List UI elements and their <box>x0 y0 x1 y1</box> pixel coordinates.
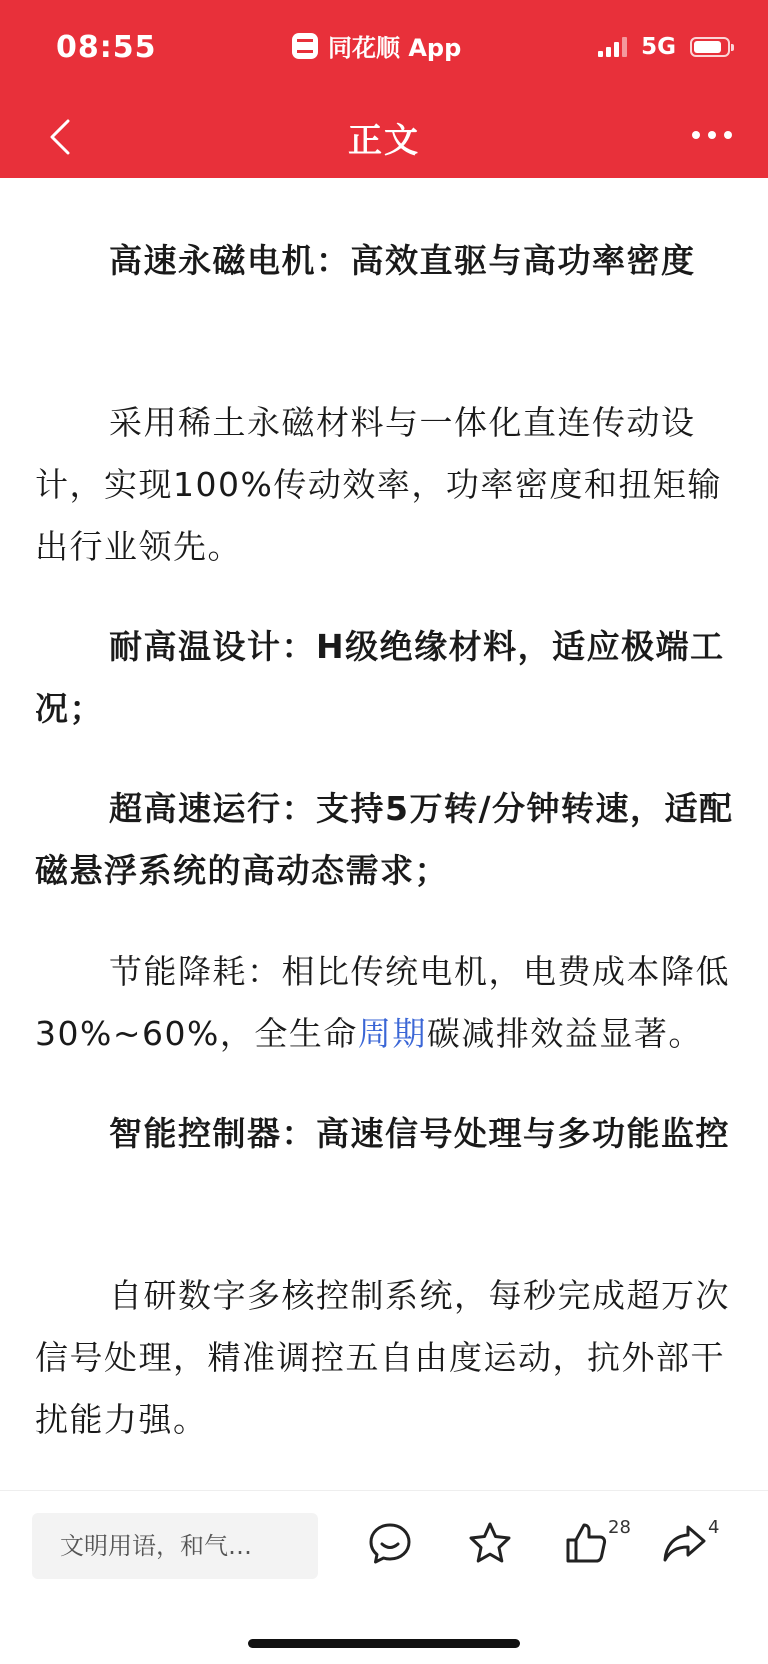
bottom-action-bar <box>0 1490 768 1664</box>
home-indicator <box>248 1639 520 1648</box>
app-name: 同花顺 App <box>328 34 462 62</box>
article-paragraph: 超高速运行：支持5万转/分钟转速，适配磁悬浮系统的高动态需求； <box>35 789 734 890</box>
battery-icon <box>690 37 730 57</box>
favorite-icon[interactable] <box>466 1519 514 1571</box>
more-options-icon[interactable] <box>692 125 732 145</box>
comment-icon[interactable] <box>366 1519 414 1571</box>
like-icon[interactable] <box>562 1519 610 1571</box>
status-indicators <box>598 34 730 60</box>
comment-input[interactable]: 文明用语，和气… <box>32 1513 318 1579</box>
page-title: 正文 <box>348 121 420 161</box>
status-bar <box>0 0 768 95</box>
app-indicator[interactable] <box>292 28 461 63</box>
share-icon[interactable] <box>660 1519 708 1571</box>
article-paragraph <box>35 178 738 190</box>
article-heading: 智能控制器：高速信号处理与多功能监控 <box>109 1114 730 1153</box>
article-paragraph: 自研数字多核控制系统，每秒完成超万次信号处理，精准调控五自由度运动，抗外部干扰能力强。 <box>35 1276 730 1439</box>
paragraph-text: 碳减排效益显著。 <box>426 1014 703 1053</box>
article-heading: 高速永磁电机：高效直驱与高功率密度 <box>109 241 696 280</box>
article-paragraph <box>35 941 738 1065</box>
like-count: 28 <box>608 1517 631 1538</box>
article-paragraph: 耐高温设计：H级绝缘材料，适应极端工况； <box>35 627 725 728</box>
app-header <box>0 0 768 178</box>
paragraph-text: 节能降耗：相比传统电机，电费成本降低30%~60%，全生命 <box>35 952 730 1053</box>
status-time: 08:55 <box>56 30 157 65</box>
signal-icon <box>598 37 627 57</box>
app-logo-icon <box>292 33 318 59</box>
article-paragraph: 采用稀土永磁材料与一体化直连传动设计，实现100%传动效率，功率密度和扭矩输出行业领先。 <box>35 403 722 566</box>
nav-bar <box>0 95 768 178</box>
stock-link[interactable]: 周期 <box>357 1014 427 1053</box>
network-type: 5G <box>641 34 676 60</box>
article-body <box>0 178 768 1490</box>
share-count: 4 <box>708 1517 720 1538</box>
